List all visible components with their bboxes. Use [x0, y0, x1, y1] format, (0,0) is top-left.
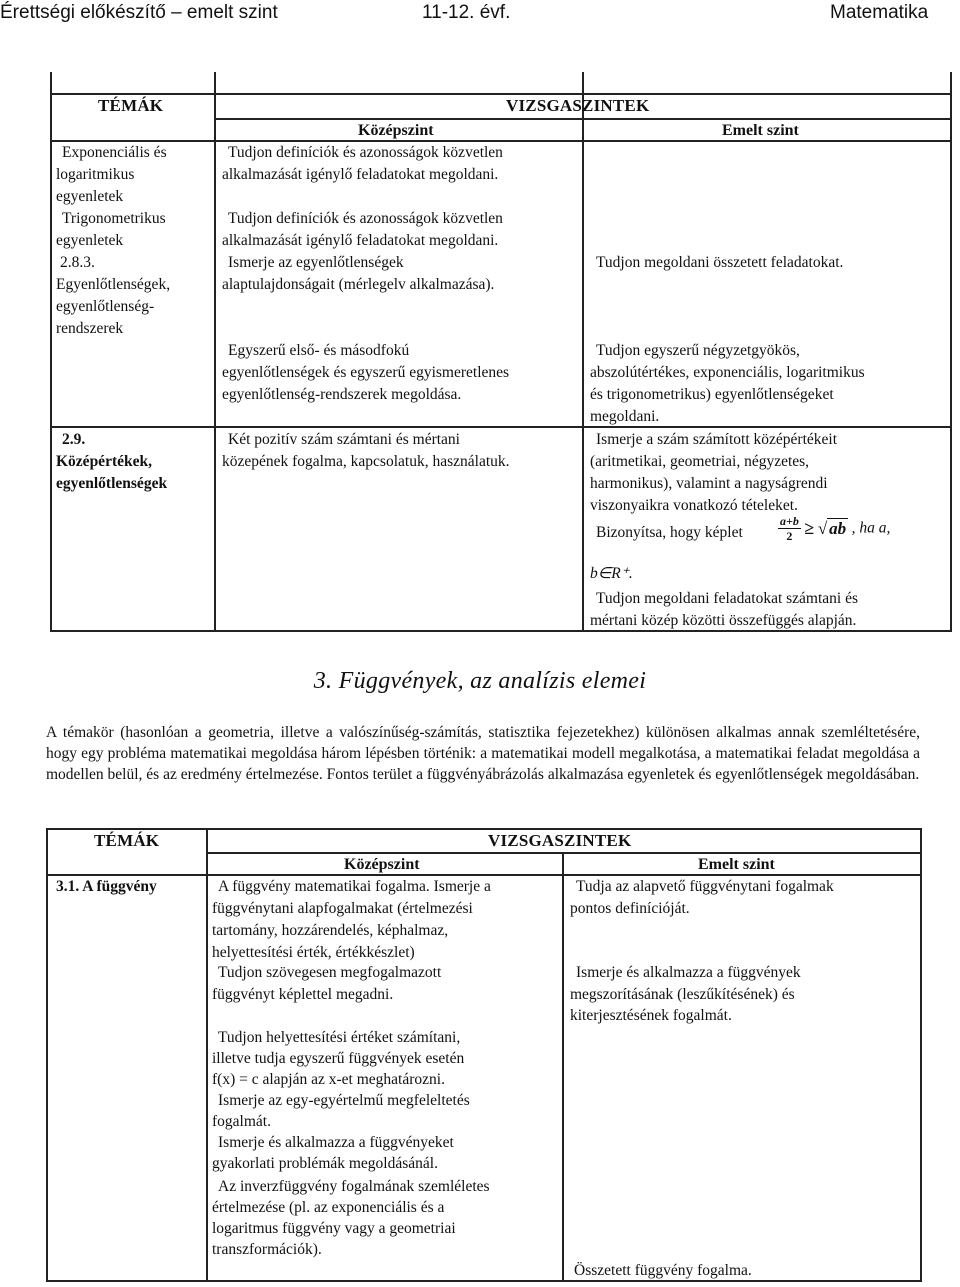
adv-text-line: Ismerje a szám számított középértékeit [596, 431, 838, 448]
section-title: 3. Függvények, az analízis elemei [313, 668, 647, 694]
mid-text-line: illetve tudja egyszerű függvények esetén [212, 1050, 465, 1067]
mid-text-line: f(x) = c alapján az x-et meghatározni. [212, 1071, 445, 1088]
mid-text-line: Tudjon definíciók és azonosságok közvetlen [228, 210, 503, 227]
mid-text-line: Az inverzfüggvény fogalmának szemléletes [218, 1178, 490, 1195]
adv-text-line: viszonyaikra vonatkozó tételeket. [590, 497, 798, 514]
adv-text-line: megoldani. [590, 408, 660, 425]
table-1-divider-topics [214, 72, 216, 632]
table-2-divider-levels [562, 852, 564, 1282]
table-1-col-levels: VIZSGASZINTEK [506, 96, 650, 115]
table-1-border-left [50, 72, 52, 632]
adv-text-line: Tudjon egyszerű négyzetgyökös, [596, 342, 800, 359]
adv-text-line: pontos definícióját. [570, 900, 690, 917]
adv-text-line: (aritmetikai, geometriai, négyzetes, [590, 453, 810, 470]
topic-line: logaritmikus [56, 166, 135, 183]
table-1-top-line [50, 93, 952, 95]
table-2-topic: 3.1. A függvény [56, 878, 157, 895]
mid-text-line: helyettesítési érték, értékkészlet) [212, 944, 415, 961]
mid-text-line: gyakorlati problémák megoldásánál. [212, 1155, 438, 1172]
header-left: Érettségi előkészítő – emelt szint [0, 2, 278, 23]
fraction-denominator: 2 [786, 529, 793, 543]
topic-line: egyenletek [56, 188, 124, 205]
fraction-numerator: a+b [780, 514, 799, 528]
adv-text-line: Tudjon megoldani feladatokat számtani és [596, 590, 859, 607]
mid-text-line: Tudjon helyettesítési értéket számítani, [218, 1029, 461, 1046]
mid-text-line: Ismerje az egy-egyértelmű megfeleltetés [218, 1092, 470, 1109]
mid-text-line: közepének fogalma, kapcsolatuk, használatuk. [222, 453, 510, 470]
topic-line: Középértékek, [56, 453, 152, 470]
mid-text-line: A függvény matematikai fogalma. Ismerje a [218, 878, 491, 895]
adv-text-line: megszorításának (leszűkítésének) és [570, 986, 795, 1003]
set-condition: b∈R⁺. [590, 565, 633, 582]
table-1-sub-adv: Emelt szint [722, 122, 799, 139]
table-2-border-right [920, 828, 922, 1282]
table-2-sub-line [206, 852, 922, 854]
header-right: Matematika [830, 2, 929, 23]
topic-line: rendszerek [56, 320, 124, 337]
fraction [778, 514, 801, 543]
table-2-sub-mid: Középszint [344, 856, 420, 873]
topic-line: Trigonometrikus [62, 210, 166, 227]
table-1-border-right [950, 72, 952, 632]
topic-line: Exponenciális és [62, 144, 167, 161]
mid-text-line: egyenlőtlenség-rendszerek megoldása. [222, 386, 462, 403]
adv-text-line: Tudja az alapvető függvénytani fogalmak [576, 878, 834, 895]
table-1-sub-mid: Középszint [358, 122, 434, 139]
table-1-row-line [50, 426, 952, 428]
mid-text-line: értelmezése (pl. az exponenciális és a [212, 1199, 445, 1216]
adv-text-line: Összetett függvény fogalma. [574, 1262, 752, 1279]
mid-text-line: transzformációk). [212, 1241, 322, 1258]
table-2-top-line [46, 828, 922, 830]
topic-line: 2.8.3. [60, 254, 95, 271]
mid-text-line: alkalmazását igénylő feladatokat megoldani. [222, 166, 499, 183]
table-1-col-topics: TÉMÁK [98, 96, 164, 115]
mid-text-line: Egyszerű első- és másodfokú [228, 342, 410, 359]
mid-text-line: függvényt képlettel megadni. [212, 986, 394, 1003]
adv-text-line: harmonikus), valamint a nagyságrendi [590, 475, 828, 492]
mid-text-line: Két pozitív szám számtani és mértani [228, 431, 460, 448]
table-2-sub-adv: Emelt szint [698, 856, 775, 873]
topic-line: egyenletek [56, 232, 124, 249]
table-1-divider-levels [582, 72, 584, 632]
mid-text-line: egyenlőtlenségek és egyszerű egyismeretlenes [222, 364, 510, 381]
adv-text-line: és trigonometrikus) egyenlőtlenségeket [590, 386, 834, 403]
mid-text-line: függvénytani alapfogalmakat (értelmezési [212, 900, 473, 917]
proof-text: Bizonyítsa, hogy képlet [596, 524, 743, 541]
mid-text-line: Ismerje és alkalmazza a függvényeket [218, 1134, 454, 1151]
adv-text-line: mértani közép közötti összefüggés alapján. [590, 612, 857, 629]
mid-text-line: Ismerje az egyenlőtlenségek [228, 254, 404, 271]
table-2-border-left [46, 828, 48, 1282]
adv-text-line: abszolútértékes, exponenciális, logaritmikus [590, 364, 865, 381]
adv-text-line: Ismerje és alkalmazza a függvények [576, 964, 801, 981]
topic-line: Egyenlőtlenségek, [56, 276, 171, 293]
radicand: ab [829, 518, 847, 538]
adv-text-line: kiterjesztésének fogalmát. [570, 1007, 732, 1024]
mid-text-line: Tudjon szövegesen megfogalmazott [218, 964, 442, 981]
section-intro-paragraph: A témakör (hasonlóan a geometria, illetve a valószínűség-számítás, statisztika fejezetekhez) különösen alkalmas annak szemléltetésére, hogy egy probléma matematikai megoldása három lépésben történik: a matematikai modell megalkotása, a matematikai feladat megoldása a modellen belül, és az eredmény értelmezése. Fontos terület a függvényábrázolás alkalmazása egyenletek és egyenlőtlenségek megoldásában. [46, 724, 920, 783]
mid-text-line: alkalmazását igénylő feladatokat megoldani. [222, 232, 499, 249]
mean-inequality-formula [778, 514, 890, 543]
table-2-col-topics: TÉMÁK [94, 831, 160, 850]
formula-tail: , ha a, [851, 519, 891, 537]
table-1-sub-line [214, 118, 952, 120]
mid-text-line: Tudjon definíciók és azonosságok közvetlen [228, 144, 503, 161]
header-center: 11-12. évf. [422, 2, 511, 23]
topic-line: 2.9. [62, 431, 86, 448]
table-2-col-levels: VIZSGASZINTEK [488, 831, 632, 850]
adv-text-line: Tudjon megoldani összetett feladatokat. [596, 254, 844, 271]
mid-text-line: fogalmát. [212, 1113, 271, 1130]
mid-text-line: alaptulajdonságait (mérlegelv alkalmazása). [222, 276, 495, 293]
topic-line: egyenlőtlenségek [56, 475, 168, 492]
square-root: √ ab [817, 518, 847, 538]
mid-text-line: logaritmus függvény vagy a geometriai [212, 1220, 456, 1237]
mid-text-line: tartomány, hozzárendelés, képhalmaz, [212, 922, 449, 939]
geq-symbol: ≥ [804, 518, 815, 538]
topic-line: egyenlőtlenség- [56, 298, 155, 315]
table-2-divider-topics [206, 828, 208, 1282]
table-2-bottom-line [46, 1280, 922, 1282]
